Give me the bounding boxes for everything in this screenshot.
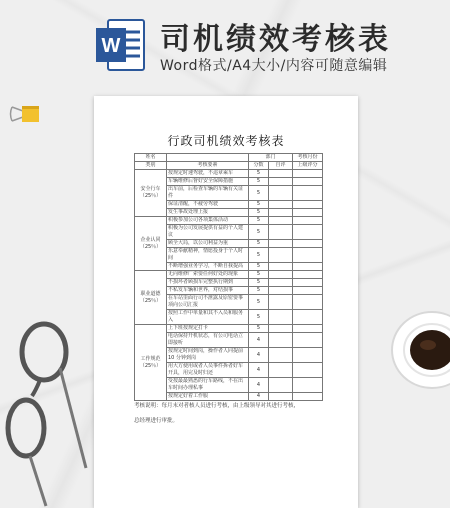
item-text: 无向维修厂索要任何好处的现象 <box>167 271 249 279</box>
col-header: 上级评分 <box>293 162 323 170</box>
binder-clip-icon <box>8 101 42 127</box>
item-score: 5 <box>249 217 269 225</box>
coffee-cup-icon <box>388 300 450 400</box>
item-text: 保证清醒，不疲劳驾驶 <box>167 201 249 209</box>
label-name: 姓名 <box>135 154 167 162</box>
page-subtitle: Word格式/A4大小/内容可随意编辑 <box>160 58 388 74</box>
category-name: 企业认同 <box>140 236 161 243</box>
self-score <box>269 271 293 279</box>
document-page <box>94 96 358 508</box>
header-row <box>135 162 323 170</box>
item-score: 4 <box>249 378 269 393</box>
manager-score <box>293 178 323 186</box>
item-text: 不私发车辆和世界，对结损事 <box>167 287 249 295</box>
manager-score <box>293 279 323 287</box>
col-header: 分数 <box>249 162 269 170</box>
manager-score <box>293 263 323 271</box>
self-score <box>269 263 293 271</box>
manager-score <box>293 186 323 201</box>
document-title: 行政司机绩效考核表 <box>167 134 285 148</box>
item-text: 受按最最熟悉的行车路线，不在出车时间办理私事 <box>167 378 249 393</box>
page-title: 司机绩效考核表 <box>160 22 391 57</box>
manager-score <box>293 363 323 378</box>
item-text: 电话保持开机状态，有公司电话立即接听 <box>167 333 249 348</box>
item-text: 不损坏者顾损车完整执行期到 <box>167 279 249 287</box>
item-text: 顾全大局，以公司利益为重 <box>167 240 249 248</box>
item-score: 5 <box>249 240 269 248</box>
item-text: 积极参加公司各项集体活动 <box>167 217 249 225</box>
category-name: 安全行车 <box>140 186 161 192</box>
category-name: 工作规范 <box>140 355 161 362</box>
assessment-table <box>134 153 323 401</box>
manager-score <box>293 170 323 178</box>
item-text: 车辆维修后督好安全保障措施 <box>167 178 249 186</box>
category-cell <box>135 217 167 271</box>
category-cell <box>135 170 167 217</box>
self-score <box>269 178 293 186</box>
label-dept: 部门 <box>249 154 293 162</box>
category-weight: （25％） <box>139 243 162 250</box>
item-score: 4 <box>249 348 269 363</box>
item-text: 乐意奉献精神，情愿投身于个人时间 <box>167 248 249 263</box>
manager-score <box>293 201 323 209</box>
item-text: 发生事故处理上报 <box>167 209 249 217</box>
item-score: 5 <box>249 287 269 295</box>
item-score: 5 <box>249 295 269 310</box>
item-score: 4 <box>249 393 269 401</box>
self-score <box>269 378 293 393</box>
name-row <box>135 154 323 162</box>
table-row <box>135 271 323 279</box>
item-text: 不断增强业务学习，不断自我提高 <box>167 263 249 271</box>
self-score <box>269 325 293 333</box>
manager-score <box>293 287 323 295</box>
item-text: 出车前，后检查车辆的车辆有关证件 <box>167 186 249 201</box>
manager-score <box>293 333 323 348</box>
category-name: 职业道德 <box>140 290 161 297</box>
self-score <box>269 186 293 201</box>
self-score <box>269 295 293 310</box>
category-cell <box>135 271 167 325</box>
item-score: 5 <box>249 201 269 209</box>
category-weight: （25％） <box>139 297 162 304</box>
label-month: 考核月份 <box>293 154 323 162</box>
self-score <box>269 170 293 178</box>
category-cell <box>135 325 167 401</box>
manager-score <box>293 378 323 393</box>
self-score <box>269 201 293 209</box>
item-text: 按规定时间到岗，操作者人同提前 10 分钟到岗 <box>167 348 249 363</box>
self-score <box>269 363 293 378</box>
item-score: 5 <box>249 310 269 325</box>
assessment-note: 考核说明：每月末对者核人员进行考核，由上级领导对其进行考核， <box>134 403 300 409</box>
item-text: 按规定好着工作服 <box>167 393 249 401</box>
item-score: 5 <box>249 170 269 178</box>
col-header: 类别 <box>135 162 167 170</box>
self-score <box>269 217 293 225</box>
item-score: 5 <box>249 325 269 333</box>
col-header: 考核要素 <box>167 162 249 170</box>
item-text: 按照工作中单量和其不入员和服务入 <box>167 310 249 325</box>
self-score <box>269 287 293 295</box>
manager-score <box>293 225 323 240</box>
self-score <box>269 209 293 217</box>
item-score: 4 <box>249 363 269 378</box>
item-score: 4 <box>249 333 269 348</box>
assessment-note: 总经理进行审批。 <box>134 418 179 424</box>
table-row <box>135 217 323 225</box>
item-text: 上下班按规定打卡 <box>167 325 249 333</box>
category-weight: （25％） <box>139 193 162 199</box>
manager-score <box>293 217 323 225</box>
self-score <box>269 240 293 248</box>
manager-score <box>293 295 323 310</box>
item-score: 5 <box>249 279 269 287</box>
item-score: 5 <box>249 178 269 186</box>
self-score <box>269 348 293 363</box>
name-value <box>167 154 249 162</box>
manager-score <box>293 248 323 263</box>
manager-score <box>293 209 323 217</box>
item-text: 按规定时速驾驶，不违章乘车 <box>167 170 249 178</box>
category-weight: （25％） <box>139 362 162 369</box>
self-score <box>269 310 293 325</box>
item-score: 5 <box>249 271 269 279</box>
manager-score <box>293 240 323 248</box>
item-score: 5 <box>249 263 269 271</box>
self-score <box>269 225 293 240</box>
manager-score <box>293 393 323 401</box>
word-doc-icon <box>94 16 148 74</box>
item-text: 用大方使用或者人员事件拆者好车开具，用完及时归还 <box>167 363 249 378</box>
col-header: 自评 <box>269 162 293 170</box>
manager-score <box>293 348 323 363</box>
word-icon-letter: W <box>101 35 121 57</box>
manager-score <box>293 271 323 279</box>
manager-score <box>293 310 323 325</box>
table-row <box>135 325 323 333</box>
item-text: 在车站里面行司不泄露及原密要事项向公司汇报 <box>167 295 249 310</box>
self-score <box>269 333 293 348</box>
self-score <box>269 279 293 287</box>
item-score: 5 <box>249 209 269 217</box>
self-score <box>269 248 293 263</box>
item-score: 5 <box>249 225 269 240</box>
item-score: 5 <box>249 248 269 263</box>
table-row <box>135 170 323 178</box>
self-score <box>269 393 293 401</box>
item-text: 积极为公司发展提供有益的个人建议 <box>167 225 249 240</box>
manager-score <box>293 325 323 333</box>
eyeglasses-icon <box>0 318 88 508</box>
item-score: 5 <box>249 186 269 201</box>
